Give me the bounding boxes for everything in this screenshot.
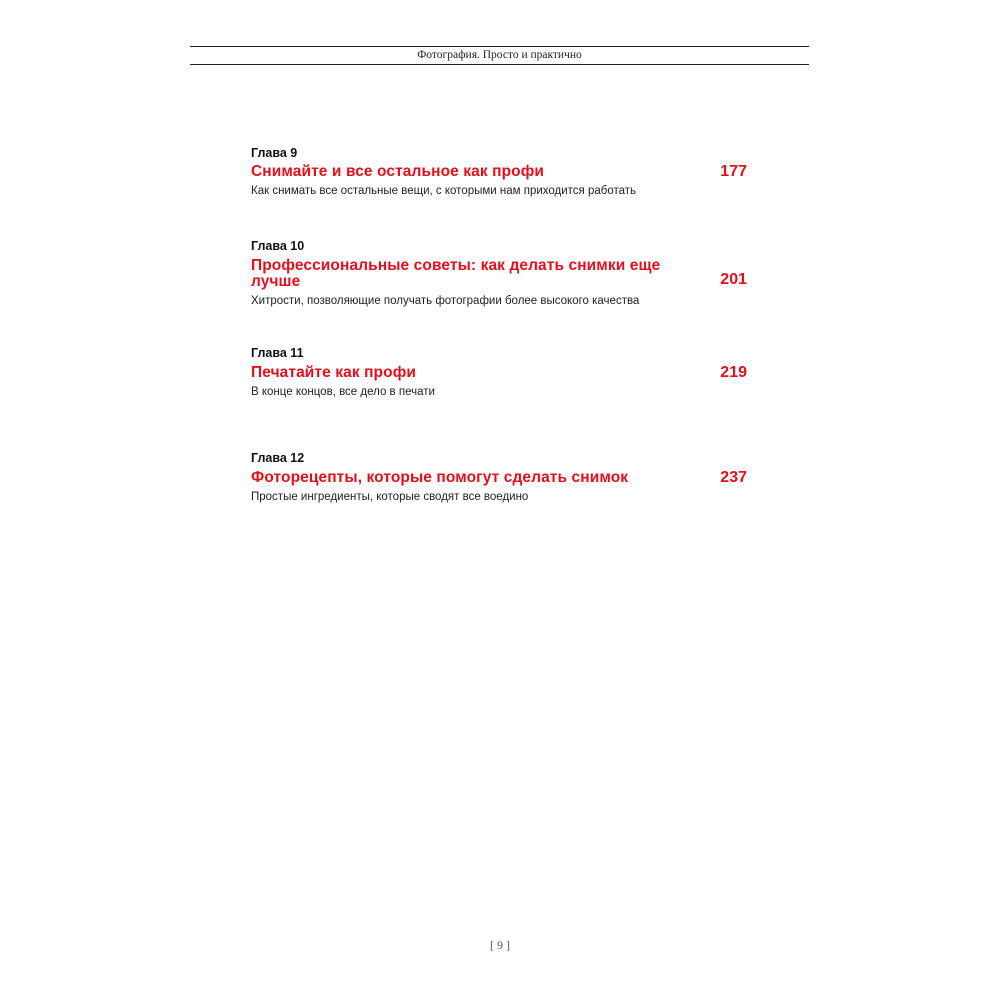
page-number[interactable]: 237: [720, 469, 747, 486]
chapter-subtitle: В конце концов, все дело в печати: [251, 386, 435, 398]
chapter-title[interactable]: Печатайте как профи: [251, 364, 416, 381]
page-number[interactable]: 201: [720, 271, 747, 288]
chapter-label: Глава 10: [251, 239, 305, 253]
running-header: Фотография. Просто и практично: [417, 49, 582, 61]
toc-entry-chapter-9: [251, 145, 751, 198]
chapter-title-row: [251, 365, 747, 381]
chapter-label: Глава 12: [251, 451, 305, 465]
chapter-label: Глава 9: [251, 146, 298, 160]
page-number[interactable]: 219: [720, 364, 747, 381]
toc-entry-chapter-12: [251, 450, 751, 504]
chapter-title-row: [251, 164, 747, 180]
toc-entry-chapter-11: [251, 345, 751, 399]
header-bottom-rule: [190, 64, 809, 65]
chapter-title[interactable]: Снимайте и все остальное как профи: [251, 163, 544, 180]
chapter-subtitle: Как снимать все остальные вещи, с которыми нам приходится работать: [251, 185, 637, 197]
chapter-title-row: [251, 258, 747, 290]
chapter-title-row: [251, 470, 747, 486]
page-number[interactable]: 177: [720, 163, 747, 180]
chapter-title[interactable]: Фоторецепты, которые помогут сделать снимок: [251, 469, 629, 486]
chapter-title[interactable]: Профессиональные советы: как делать снимки еще лучше: [251, 257, 661, 290]
chapter-subtitle: Простые ингредиенты, которые сводят все воедино: [251, 491, 529, 503]
chapter-subtitle: Хитрости, позволяющие получать фотографии более высокого качества: [251, 295, 640, 307]
page-folio: [ 9 ]: [490, 938, 510, 952]
toc-entry-chapter-10: [251, 238, 751, 308]
chapter-label: Глава 11: [251, 346, 304, 360]
